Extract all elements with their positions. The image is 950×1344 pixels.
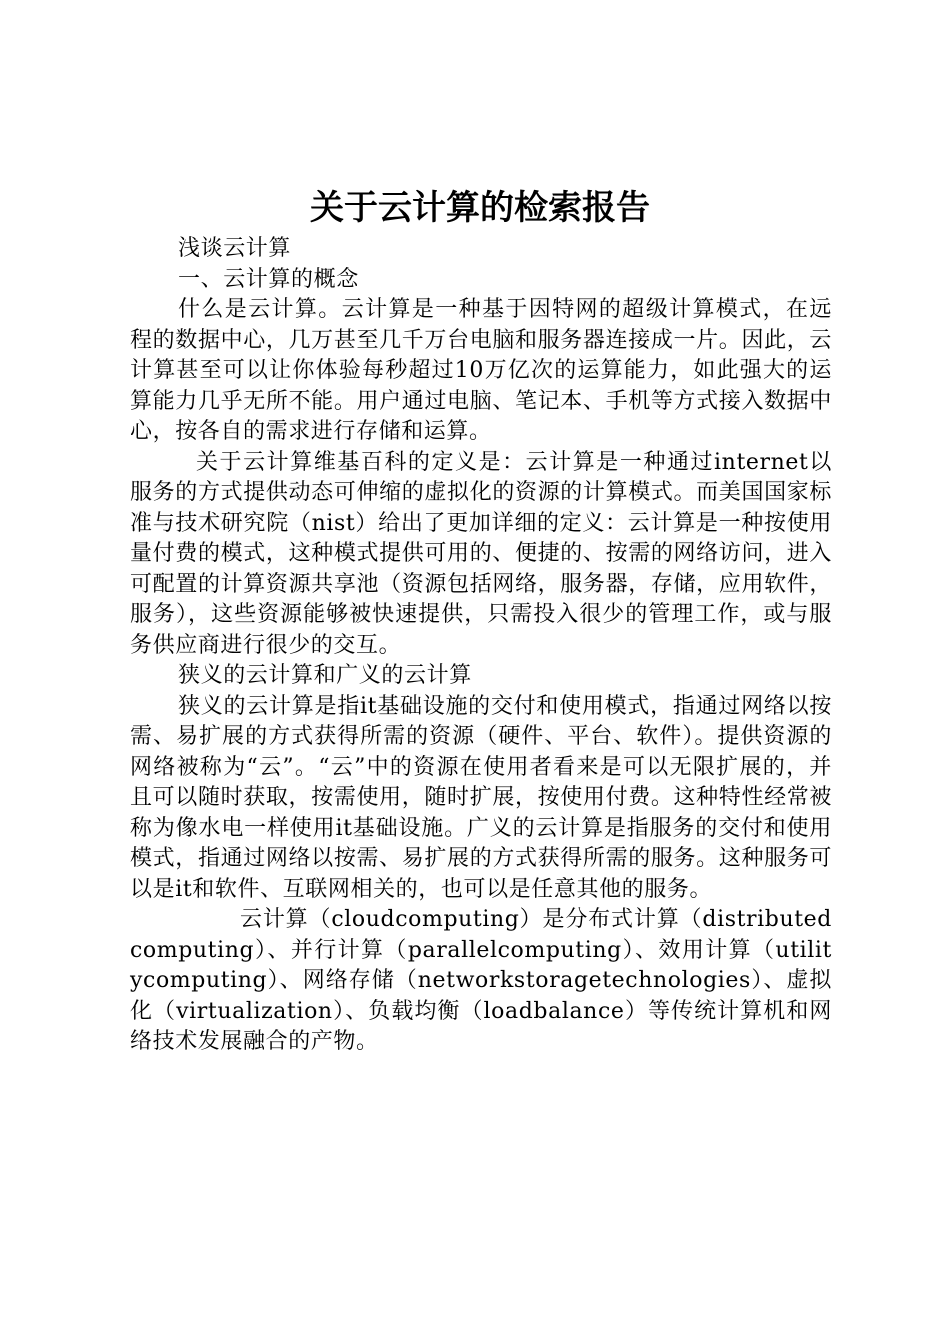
document-body (130, 234, 832, 1058)
section-heading-concept: 一、云计算的概念 (178, 266, 359, 292)
paragraph-narrow-broad: 狭义的云计算是指it基础设施的交付和使用模式，指通过网络以按需、易扩展的方式获得所需的资源（硬件、平台、软件）。提供资源的网络被称为“云”。“云”中的资源在使用者看来是可以无限扩展的，并且可以随时获取，按需使用，随时扩展，按使用付费。这种特性经常被称为像水电一样使用it基础设施。广义的云计算是指服务的交付和使用模式，指通过网络以按需、易扩展的方式获得所需的服务。这种服务可以是it和软件、互联网相关的，也可以是任意其他的服务。 (130, 693, 832, 902)
document-title: 关于云计算的检索报告 (310, 188, 650, 228)
section-heading-narrow-broad: 狭义的云计算和广义的云计算 (178, 663, 472, 688)
paragraph-wikipedia-definition: 关于云计算维基百科的定义是：云计算是一种通过internet以服务的方式提供动态可伸缩的虚拟化的资源的计算模式。而美国国家标准与技术研究院（nist）给出了更加详细的定义：云计算是一种按使用量付费的模式，这种模式提供可用的、便捷的、按需的网络访问，进入可配置的计算资源共享池（资源包括网络，服务器，存储，应用软件，服务），这些资源能够被快速提供，只需投入很少的管理工作，或与服务供应商进行很少的交互。 (130, 449, 832, 658)
paragraph-technologies: 云计算（cloudcomputing）是分布式计算（distributedcomputing）、并行计算（parallelcomputing）、效用计算（utilitycomputing）、网络存储（networkstoragetechnologies）、虚拟化（virtualization）、负载均衡（loadbalance）等传统计算机和网络技术发展融合的产物。 (130, 907, 832, 1054)
intro-heading: 浅谈云计算 (178, 236, 292, 261)
paragraph-what-is-cloud: 什么是云计算。云计算是一种基于因特网的超级计算模式，在远程的数据中心，几万甚至几千万台电脑和服务器连接成一片。因此，云计算甚至可以让你体验每秒超过10万亿次的运算能力，如此强大的运算能力几乎无所不能。用户通过电脑、笔记本、手机等方式接入数据中心，按各自的需求进行存储和运算。 (130, 297, 832, 444)
